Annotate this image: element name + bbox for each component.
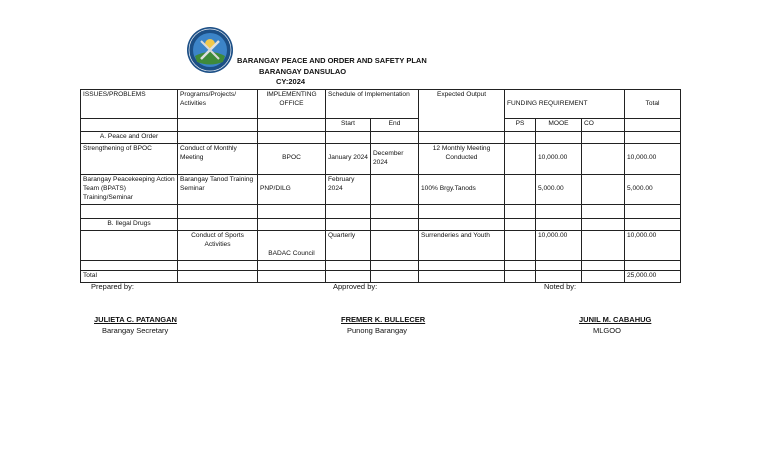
issue-cell: Strengthening of BPOC — [81, 143, 178, 174]
cell — [81, 260, 178, 270]
sub-end-header: End — [371, 119, 419, 132]
col-total-header: Total — [625, 90, 681, 119]
cell — [625, 204, 681, 218]
output-cell: Surrenderies and Youth — [419, 230, 505, 260]
cell — [258, 270, 326, 282]
issue-cell — [81, 230, 178, 260]
cell — [536, 204, 582, 218]
sub-mooe-header: MOOE — [536, 119, 582, 132]
cell — [258, 132, 326, 144]
cell — [625, 119, 681, 132]
barangay-name: BARANGAY DANSULAO — [259, 67, 347, 76]
cell — [371, 132, 419, 144]
program-cell: Barangay Tanod Training Seminar — [178, 174, 258, 204]
cell — [536, 132, 582, 144]
section-a-label: A. Peace and Order — [81, 132, 178, 144]
total-row — [81, 270, 681, 282]
cell — [178, 270, 258, 282]
ps-cell — [505, 143, 536, 174]
end-cell — [371, 230, 419, 260]
cell — [178, 132, 258, 144]
noted-by-label: Noted by: — [544, 282, 577, 291]
start-cell: Quarterly — [326, 230, 371, 260]
approved-by-title: Punong Barangay — [347, 326, 408, 335]
noted-by-title: MLGOO — [593, 326, 621, 335]
table-row — [81, 174, 681, 204]
calendar-year: CY:2024 — [276, 77, 306, 86]
start-cell: February 2024 — [326, 174, 371, 204]
cell — [419, 132, 505, 144]
cell — [505, 218, 536, 230]
sub-start-header: Start — [326, 119, 371, 132]
col-issues-header: ISSUES/PROBLEMS — [81, 90, 178, 119]
prepared-by-title: Barangay Secretary — [102, 326, 169, 335]
sub-co-header: CO — [582, 119, 625, 132]
cell — [505, 270, 536, 282]
end-cell: December 2024 — [371, 143, 419, 174]
cell — [258, 204, 326, 218]
cell — [371, 270, 419, 282]
section-b-label: B. Ilegal Drugs — [81, 218, 178, 230]
cell — [536, 260, 582, 270]
barangay-seal-logo — [186, 26, 234, 74]
cell — [326, 270, 371, 282]
program-cell: Conduct of Monthly Meeting — [178, 143, 258, 174]
cell — [505, 260, 536, 270]
table-row — [81, 230, 681, 260]
office-cell: BPOC — [258, 143, 326, 174]
plan-table — [80, 89, 681, 283]
col-schedule-header: Schedule of Implementation — [326, 90, 419, 119]
noted-by-name: JUNIL M. CABAHUG — [579, 315, 652, 324]
office-cell: PNP/DILG — [258, 174, 326, 204]
issue-cell: Barangay Peacekeeping Action Team (BPATS) Training/Seminar — [81, 174, 178, 204]
cell — [326, 204, 371, 218]
approved-by-name: FREMER K. BULLECER — [341, 315, 426, 324]
cell — [81, 119, 178, 132]
total-cell: 5,000.00 — [625, 174, 681, 204]
cell — [582, 260, 625, 270]
co-cell — [582, 230, 625, 260]
cell — [536, 218, 582, 230]
cell — [582, 270, 625, 282]
cell — [625, 218, 681, 230]
plan-title: BARANGAY PEACE AND ORDER AND SAFETY PLAN — [237, 56, 427, 65]
cell — [536, 270, 582, 282]
program-cell: Conduct of Sports Activities — [178, 230, 258, 260]
cell — [582, 204, 625, 218]
office-cell: BADAC Council — [258, 230, 326, 260]
mooe-cell: 10,000.00 — [536, 143, 582, 174]
prepared-by-name: JULIETA C. PATANGAN — [94, 315, 177, 324]
total-cell: 10,000.00 — [625, 230, 681, 260]
end-cell — [371, 174, 419, 204]
cell — [326, 260, 371, 270]
cell — [419, 204, 505, 218]
output-cell: 100% Brgy.Tanods — [419, 174, 505, 204]
cell — [419, 218, 505, 230]
col-output-header: Expected Output — [419, 90, 505, 132]
col-programs-header: Programs/Projects/ Activities — [178, 90, 258, 119]
cell — [326, 218, 371, 230]
cell — [505, 204, 536, 218]
cell — [371, 260, 419, 270]
cell — [505, 132, 536, 144]
table-row — [81, 143, 681, 174]
approved-by-label: Approved by: — [333, 282, 378, 291]
col-funding-header: FUNDING REQUIREMENT — [505, 90, 625, 119]
output-cell: 12 Monthly Meeting Conducted — [419, 143, 505, 174]
cell — [81, 204, 178, 218]
col-office-header: IMPLEMENTING OFFICE — [258, 90, 326, 119]
mooe-cell: 5,000.00 — [536, 174, 582, 204]
cell — [258, 260, 326, 270]
cell — [419, 270, 505, 282]
grand-total-value: 25,000.00 — [625, 270, 681, 282]
prepared-by-label: Prepared by: — [91, 282, 134, 291]
cell — [625, 260, 681, 270]
start-cell: January 2024 — [326, 143, 371, 174]
cell — [625, 132, 681, 144]
co-cell — [582, 174, 625, 204]
cell — [258, 218, 326, 230]
ps-cell — [505, 230, 536, 260]
cell — [371, 218, 419, 230]
co-cell — [582, 143, 625, 174]
total-cell: 10,000.00 — [625, 143, 681, 174]
sub-ps-header: PS — [505, 119, 536, 132]
cell — [371, 204, 419, 218]
cell — [582, 132, 625, 144]
cell — [582, 218, 625, 230]
ps-cell — [505, 174, 536, 204]
total-label: Total — [81, 270, 178, 282]
cell — [178, 218, 258, 230]
cell — [419, 260, 505, 270]
cell — [178, 119, 258, 132]
cell — [326, 132, 371, 144]
mooe-cell: 10,000.00 — [536, 230, 582, 260]
cell — [258, 119, 326, 132]
cell — [178, 204, 258, 218]
cell — [178, 260, 258, 270]
